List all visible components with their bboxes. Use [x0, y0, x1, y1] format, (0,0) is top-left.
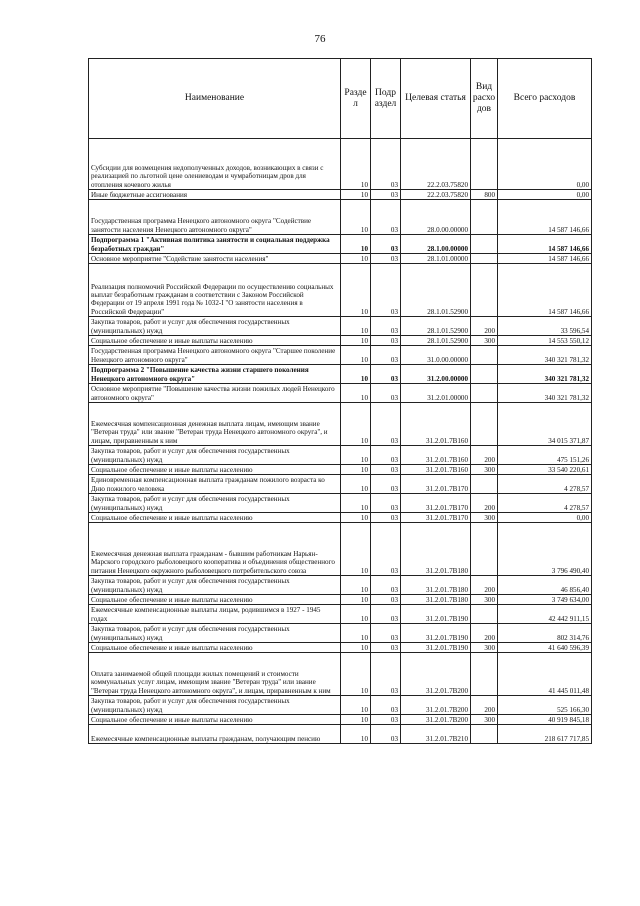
- cell-podrazdel: 03: [371, 346, 401, 365]
- budget-table: [88, 58, 592, 744]
- cell-podrazdel: 03: [371, 725, 401, 744]
- cell-vid-rashodov: [471, 365, 498, 384]
- cell-name: Социальное обеспечение и иные выплаты населению: [89, 643, 341, 653]
- cell-razdel: 10: [341, 346, 371, 365]
- cell-razdel: 10: [341, 494, 371, 513]
- cell-razdel: 10: [341, 200, 371, 235]
- table-row: [89, 595, 592, 605]
- cell-celevaya-statya: 28.1.01.52900: [401, 336, 471, 346]
- cell-podrazdel: 03: [371, 715, 401, 725]
- table-row: [89, 643, 592, 653]
- cell-total: 33 540 220,61: [498, 465, 592, 475]
- table-header-row: [89, 59, 592, 139]
- cell-podrazdel: 03: [371, 264, 401, 317]
- cell-name: Подпрограмма 1 "Активная политика занятости и социальная поддержка безработных граждан": [89, 235, 341, 254]
- cell-razdel: 10: [341, 523, 371, 576]
- cell-celevaya-statya: 31.2.01.7В160: [401, 446, 471, 465]
- cell-vid-rashodov: 200: [471, 494, 498, 513]
- cell-total: 340 321 781,32: [498, 384, 592, 403]
- cell-vid-rashodov: 200: [471, 624, 498, 643]
- header-celevaya-statya: Целевая статья: [401, 59, 471, 139]
- cell-celevaya-statya: 31.2.01.7В160: [401, 403, 471, 446]
- header-vid-rashodov: Вид расхо дов: [471, 59, 498, 139]
- cell-name: Социальное обеспечение и иные выплаты населению: [89, 465, 341, 475]
- cell-name: Закупка товаров, работ и услуг для обеспечения государственных (муниципальных) нужд: [89, 317, 341, 336]
- cell-razdel: 10: [341, 624, 371, 643]
- cell-celevaya-statya: 31.2.01.7В210: [401, 725, 471, 744]
- cell-razdel: 10: [341, 475, 371, 494]
- cell-vid-rashodov: [471, 725, 498, 744]
- cell-vid-rashodov: 300: [471, 513, 498, 523]
- cell-celevaya-statya: 31.2.01.7В200: [401, 715, 471, 725]
- cell-total: 3 796 490,40: [498, 523, 592, 576]
- cell-name: Ежемесячная компенсационная денежная выплата лицам, имеющим звание "Ветеран труда" или звание "Ветеран труда Ненецкого автономного округа", и лицам, приравненным к ним: [89, 403, 341, 446]
- cell-podrazdel: 03: [371, 139, 401, 190]
- cell-razdel: 10: [341, 403, 371, 446]
- cell-podrazdel: 03: [371, 576, 401, 595]
- cell-razdel: 10: [341, 264, 371, 317]
- cell-podrazdel: 03: [371, 465, 401, 475]
- cell-celevaya-statya: 28.1.01.00000: [401, 254, 471, 264]
- table-row: [89, 576, 592, 595]
- table-body: [89, 139, 592, 744]
- cell-total: 14 587 146,66: [498, 254, 592, 264]
- cell-vid-rashodov: 200: [471, 696, 498, 715]
- table-row: [89, 139, 592, 190]
- cell-vid-rashodov: 200: [471, 576, 498, 595]
- cell-name: Социальное обеспечение и иные выплаты населению: [89, 513, 341, 523]
- cell-celevaya-statya: 31.0.00.00000: [401, 346, 471, 365]
- table-row: [89, 254, 592, 264]
- cell-name: Закупка товаров, работ и услуг для обеспечения государственных (муниципальных) нужд: [89, 696, 341, 715]
- cell-vid-rashodov: [471, 605, 498, 624]
- cell-vid-rashodov: [471, 653, 498, 696]
- table-row: [89, 624, 592, 643]
- cell-vid-rashodov: 300: [471, 715, 498, 725]
- table-row: [89, 403, 592, 446]
- cell-celevaya-statya: 31.2.01.7В180: [401, 576, 471, 595]
- cell-total: 218 617 717,85: [498, 725, 592, 744]
- cell-vid-rashodov: 300: [471, 465, 498, 475]
- cell-vid-rashodov: 300: [471, 643, 498, 653]
- table-row: [89, 465, 592, 475]
- cell-celevaya-statya: 31.2.01.00000: [401, 384, 471, 403]
- cell-razdel: 10: [341, 365, 371, 384]
- cell-podrazdel: 03: [371, 235, 401, 254]
- cell-razdel: 10: [341, 725, 371, 744]
- cell-name: Социальное обеспечение и иные выплаты населению: [89, 336, 341, 346]
- cell-podrazdel: 03: [371, 336, 401, 346]
- cell-podrazdel: 03: [371, 384, 401, 403]
- cell-total: 14 587 146,66: [498, 200, 592, 235]
- cell-total: 42 442 911,15: [498, 605, 592, 624]
- cell-total: 46 856,40: [498, 576, 592, 595]
- table-row: [89, 494, 592, 513]
- table-row: [89, 653, 592, 696]
- cell-name: Оплата занимаемой общей площади жилых помещений и стоимости коммунальных услуг лицам, имеющим звание "Ветеран труда" или звание "Ветеран труда Ненецкого автономного округа", и лицам, приравненным к ним: [89, 653, 341, 696]
- cell-razdel: 10: [341, 465, 371, 475]
- table-row: [89, 264, 592, 317]
- cell-name: Ежемесячные компенсационные выплаты гражданам, получающим пенсию: [89, 725, 341, 744]
- cell-total: 0,00: [498, 190, 592, 200]
- cell-podrazdel: 03: [371, 317, 401, 336]
- cell-celevaya-statya: 31.2.00.00000: [401, 365, 471, 384]
- cell-vid-rashodov: 800: [471, 190, 498, 200]
- cell-total: 41 445 011,48: [498, 653, 592, 696]
- cell-celevaya-statya: 31.2.01.7В190: [401, 624, 471, 643]
- cell-name: Ежемесячные компенсационные выплаты лицам, родившимся в 1927 - 1945 годах: [89, 605, 341, 624]
- cell-total: 340 321 781,32: [498, 365, 592, 384]
- cell-vid-rashodov: [471, 346, 498, 365]
- table-row: [89, 317, 592, 336]
- cell-razdel: 10: [341, 190, 371, 200]
- cell-celevaya-statya: 28.1.00.00000: [401, 235, 471, 254]
- cell-podrazdel: 03: [371, 475, 401, 494]
- cell-celevaya-statya: 31.2.01.7В180: [401, 523, 471, 576]
- table-row: [89, 605, 592, 624]
- cell-total: 40 919 845,18: [498, 715, 592, 725]
- cell-podrazdel: 03: [371, 643, 401, 653]
- cell-name: Государственная программа Ненецкого автономного округа "Старшее поколение Ненецкого автономного округа": [89, 346, 341, 365]
- table-row: [89, 346, 592, 365]
- header-podrazdel: Подр аздел: [371, 59, 401, 139]
- cell-vid-rashodov: [471, 403, 498, 446]
- table-row: [89, 696, 592, 715]
- cell-podrazdel: 03: [371, 653, 401, 696]
- cell-razdel: 10: [341, 653, 371, 696]
- cell-podrazdel: 03: [371, 605, 401, 624]
- table-row: [89, 235, 592, 254]
- cell-razdel: 10: [341, 139, 371, 190]
- cell-vid-rashodov: [471, 235, 498, 254]
- cell-name: Единовременная компенсационная выплата гражданам пожилого возраста ко Дню пожилого человека: [89, 475, 341, 494]
- cell-razdel: 10: [341, 643, 371, 653]
- cell-celevaya-statya: 28.1.01.52900: [401, 264, 471, 317]
- table-row: [89, 384, 592, 403]
- cell-razdel: 10: [341, 446, 371, 465]
- cell-celevaya-statya: 22.2.03.75820: [401, 190, 471, 200]
- cell-name: Субсидии для возмещения недополученных доходов, возникающих в связи с реализацией по льготной цене олениеводам и чумработницам дров для отопления кочевого жилья: [89, 139, 341, 190]
- cell-name: Подпрограмма 2 "Повышение качества жизни старшего поколения Ненецкого автономного округа": [89, 365, 341, 384]
- cell-podrazdel: 03: [371, 595, 401, 605]
- table-row: [89, 190, 592, 200]
- header-total: Всего расходов: [498, 59, 592, 139]
- cell-name: Реализация полномочий Российской Федерации по осуществлению социальных выплат безработным гражданам в соответствии с Законом Российской Федерации от 19 апреля 1991 года № 1032-I "О занятости населения в Российской Федерации": [89, 264, 341, 317]
- cell-razdel: 10: [341, 235, 371, 254]
- cell-vid-rashodov: [471, 475, 498, 494]
- cell-podrazdel: 03: [371, 200, 401, 235]
- cell-name: Государственная программа Ненецкого автономного округа "Содействие занятости населения Ненецкого автономного округа": [89, 200, 341, 235]
- cell-celevaya-statya: 28.0.00.00000: [401, 200, 471, 235]
- cell-celevaya-statya: 31.2.01.7В170: [401, 494, 471, 513]
- cell-name: Закупка товаров, работ и услуг для обеспечения государственных (муниципальных) нужд: [89, 624, 341, 643]
- cell-name: Ежемесячная денежная выплата гражданам - бывшим работникам Нарьян-Марского городского рыболовецкого кооператива и объединения общественного питания Ненецкого окружного рыболовецкого потребительского союза: [89, 523, 341, 576]
- cell-podrazdel: 03: [371, 403, 401, 446]
- cell-celevaya-statya: 31.2.01.7В200: [401, 653, 471, 696]
- cell-podrazdel: 03: [371, 523, 401, 576]
- cell-razdel: 10: [341, 715, 371, 725]
- cell-celevaya-statya: 31.2.01.7В190: [401, 643, 471, 653]
- cell-celevaya-statya: 28.1.01.52900: [401, 317, 471, 336]
- cell-total: 0,00: [498, 513, 592, 523]
- cell-vid-rashodov: 200: [471, 317, 498, 336]
- cell-podrazdel: 03: [371, 365, 401, 384]
- table-row: [89, 513, 592, 523]
- cell-vid-rashodov: [471, 384, 498, 403]
- table-row: [89, 446, 592, 465]
- cell-total: 3 749 634,00: [498, 595, 592, 605]
- table-row: [89, 365, 592, 384]
- cell-total: 14 553 550,12: [498, 336, 592, 346]
- cell-vid-rashodov: 300: [471, 595, 498, 605]
- cell-name: Основное мероприятие "Повышение качества жизни пожилых людей Ненецкого автономного округа": [89, 384, 341, 403]
- table-row: [89, 200, 592, 235]
- cell-podrazdel: 03: [371, 513, 401, 523]
- cell-razdel: 10: [341, 605, 371, 624]
- cell-vid-rashodov: 300: [471, 336, 498, 346]
- cell-podrazdel: 03: [371, 446, 401, 465]
- cell-razdel: 10: [341, 513, 371, 523]
- cell-celevaya-statya: 31.2.01.7В200: [401, 696, 471, 715]
- cell-vid-rashodov: [471, 200, 498, 235]
- cell-vid-rashodov: [471, 254, 498, 264]
- cell-vid-rashodov: [471, 264, 498, 317]
- cell-podrazdel: 03: [371, 624, 401, 643]
- cell-name: Социальное обеспечение и иные выплаты населению: [89, 595, 341, 605]
- cell-total: 33 596,54: [498, 317, 592, 336]
- table-row: [89, 475, 592, 494]
- cell-razdel: 10: [341, 576, 371, 595]
- cell-razdel: 10: [341, 696, 371, 715]
- cell-vid-rashodov: 200: [471, 446, 498, 465]
- cell-name: Закупка товаров, работ и услуг для обеспечения государственных (муниципальных) нужд: [89, 446, 341, 465]
- cell-total: 14 587 146,66: [498, 235, 592, 254]
- cell-name: Иные бюджетные ассигнования: [89, 190, 341, 200]
- cell-celevaya-statya: 31.2.01.7В180: [401, 595, 471, 605]
- cell-celevaya-statya: 22.2.03.75820: [401, 139, 471, 190]
- cell-name: Закупка товаров, работ и услуг для обеспечения государственных (муниципальных) нужд: [89, 576, 341, 595]
- table-row: [89, 523, 592, 576]
- cell-podrazdel: 03: [371, 254, 401, 264]
- cell-podrazdel: 03: [371, 494, 401, 513]
- cell-celevaya-statya: 31.2.01.7В170: [401, 475, 471, 494]
- cell-name: Основное мероприятие "Содействие занятости населения": [89, 254, 341, 264]
- cell-total: 4 278,57: [498, 494, 592, 513]
- cell-total: 41 640 596,39: [498, 643, 592, 653]
- page-number: 76: [314, 33, 326, 45]
- cell-total: 802 314,76: [498, 624, 592, 643]
- cell-vid-rashodov: [471, 523, 498, 576]
- cell-total: 340 321 781,32: [498, 346, 592, 365]
- cell-name: Социальное обеспечение и иные выплаты населению: [89, 715, 341, 725]
- cell-razdel: 10: [341, 595, 371, 605]
- cell-razdel: 10: [341, 317, 371, 336]
- cell-total: 34 015 371,87: [498, 403, 592, 446]
- cell-total: 0,00: [498, 139, 592, 190]
- cell-total: 475 151,26: [498, 446, 592, 465]
- cell-vid-rashodov: [471, 139, 498, 190]
- cell-total: 4 278,57: [498, 475, 592, 494]
- cell-celevaya-statya: 31.2.01.7В190: [401, 605, 471, 624]
- cell-razdel: 10: [341, 254, 371, 264]
- table-row: [89, 715, 592, 725]
- header-razdel: Разде л: [341, 59, 371, 139]
- cell-celevaya-statya: 31.2.01.7В170: [401, 513, 471, 523]
- cell-total: 525 166,30: [498, 696, 592, 715]
- cell-razdel: 10: [341, 384, 371, 403]
- table-row: [89, 336, 592, 346]
- cell-total: 14 587 146,66: [498, 264, 592, 317]
- cell-podrazdel: 03: [371, 696, 401, 715]
- table-row: [89, 725, 592, 744]
- header-name: Наименование: [89, 59, 341, 139]
- cell-razdel: 10: [341, 336, 371, 346]
- cell-celevaya-statya: 31.2.01.7В160: [401, 465, 471, 475]
- cell-podrazdel: 03: [371, 190, 401, 200]
- cell-name: Закупка товаров, работ и услуг для обеспечения государственных (муниципальных) нужд: [89, 494, 341, 513]
